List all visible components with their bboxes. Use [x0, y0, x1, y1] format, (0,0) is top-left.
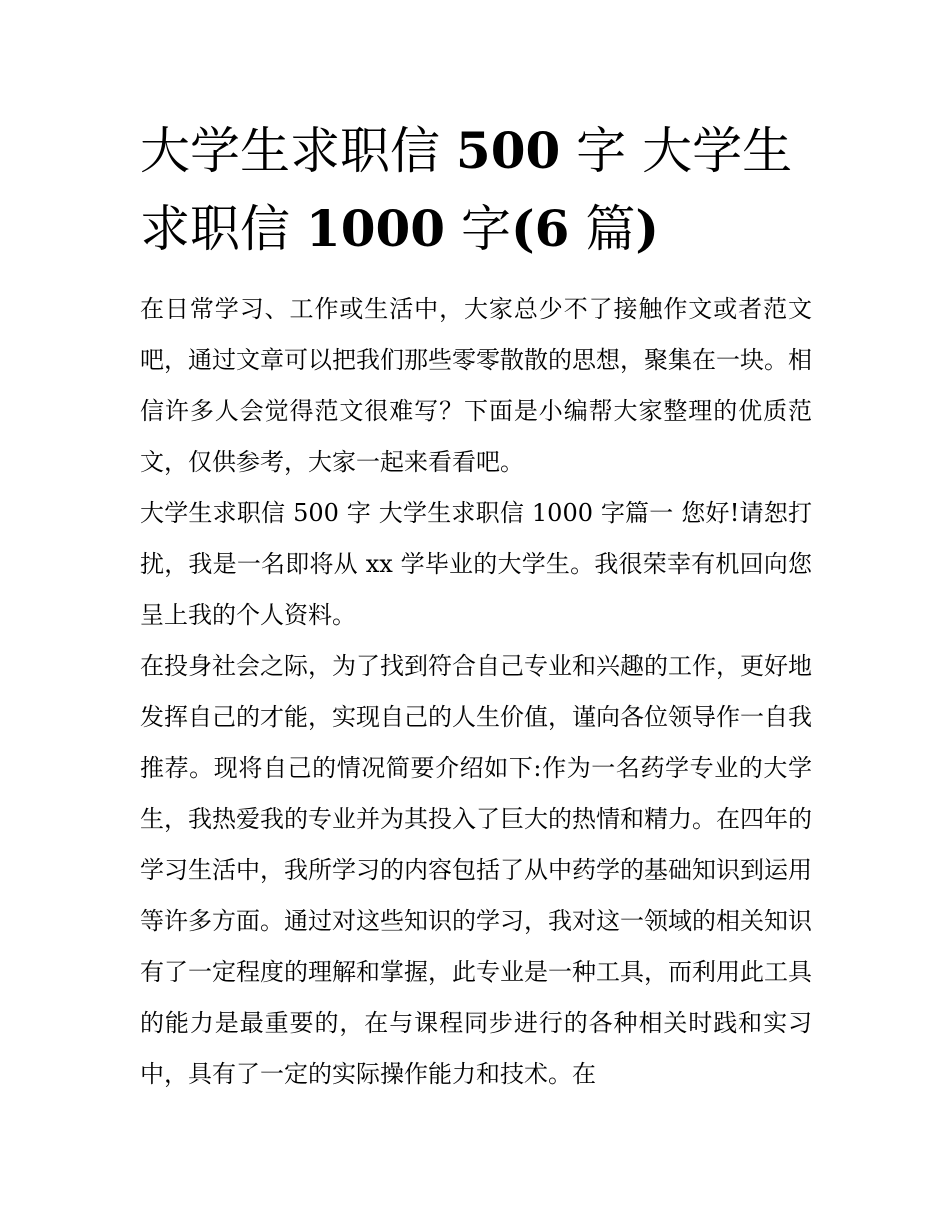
paragraph-intro: 在日常学习、工作或生活中，大家总少不了接触作文或者范文吧，通过文章可以把我们那些零零散散的思想，聚集在一块。相信许多人会觉得范文很难写？下面是小编帮大家整理的优质范文，仅供参考，大家一起来看看吧。 [140, 295, 812, 476]
document-page [140, 112, 812, 1100]
document-title: 大学生求职信 500 字 大学生求职信 1000 字(6 篇) [140, 121, 793, 258]
paragraph-self-introduction: 在投身社会之际，为了找到符合自己专业和兴趣的工作，更好地发挥自己的才能，实现自己的人生价值，谨向各位领导作一自我推荐。现将自己的情况简要介绍如下:作为一名药学专业的大学生，我热爱我的专业并为其投入了巨大的热情和精力。在四年的学习生活中，我所学习的内容包括了从中药学的基础知识到运用等许多方面。通过对这些知识的学习，我对这一领域的相关知识有了一定程度的理解和掌握，此专业是一种工具，而利用此工具的能力是最重要的，在与课程同步进行的各种相关时践和实习中，具有了一定的实际操作能力和技术。在 [140, 652, 812, 1088]
paragraph-greeting: 大学生求职信 500 字 大学生求职信 1000 字篇一 您好!请恕打扰，我是一名即将从 xx 学毕业的大学生。我很荣幸有机回向您呈上我的个人资料。 [140, 499, 812, 629]
